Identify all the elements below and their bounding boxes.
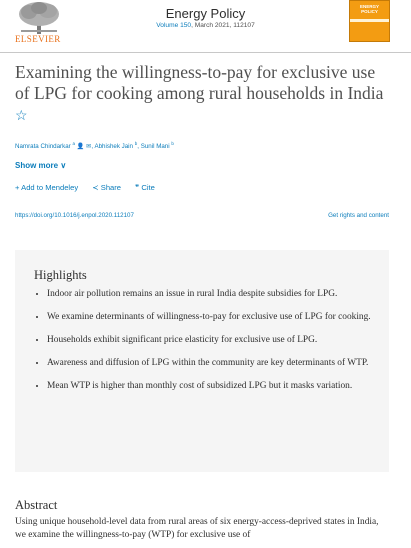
author-name: Namrata Chindarkar (15, 143, 71, 151)
author-affiliation: b (134, 141, 138, 146)
journal-header (0, 0, 411, 53)
plus-icon: + (15, 183, 20, 192)
highlights-list (34, 288, 371, 393)
person-icon: 👤 (76, 143, 85, 151)
author-affiliation: a (72, 141, 75, 146)
author-link[interactable] (94, 143, 137, 150)
share-button[interactable] (92, 183, 121, 192)
author-link[interactable] (15, 141, 94, 151)
share-icon: ≺ (92, 183, 99, 192)
highlight-item: • Indoor air pollution remains an issue in rural India despite subsidies for LPG. (47, 288, 371, 301)
cite-button[interactable] (135, 183, 155, 192)
article-title (15, 62, 385, 127)
author-link[interactable] (141, 143, 174, 150)
journal-title[interactable]: Energy Policy (165, 6, 246, 21)
article-actions (15, 183, 167, 192)
abstract-text: Using unique household-level data from rural areas of six energy-access-deprived states in India, we examine the willingness-to-pay (WTP) for exclusive use of (15, 517, 379, 540)
add-to-mendeley-button[interactable] (15, 183, 78, 192)
highlights-heading: Highlights (34, 268, 87, 282)
cover-title: ENERGY POLICY (359, 4, 379, 14)
article-title-text: Examining the willingness-to-pay for exclusive use of LPG for cooking among rural households in India (15, 62, 384, 103)
elsevier-wordmark: ELSEVIER (15, 34, 61, 44)
author-list (15, 141, 174, 150)
quote-icon: ❞ (135, 183, 140, 192)
author-separator: , (137, 143, 139, 151)
cover-band (350, 19, 389, 22)
show-more-label: Show more (15, 161, 59, 170)
highlights-box (15, 250, 389, 472)
rights-link[interactable]: Get rights and content (328, 212, 389, 219)
chevron-down-icon: ∨ (60, 161, 67, 170)
abstract-heading: Abstract (15, 498, 58, 512)
doi-link[interactable]: https://doi.org/10.1016/j.enpol.2020.112107 (15, 212, 134, 219)
highlight-item: • Mean WTP is higher than monthly cost of subsidized LPG but it masks variation. (47, 380, 371, 393)
highlight-item: • Households exhibit significant price elasticity for exclusive use of LPG. (47, 334, 371, 347)
article-links (15, 212, 389, 219)
author-name: Sunil Mani (140, 143, 170, 151)
show-more-button[interactable] (15, 161, 66, 170)
mail-icon[interactable]: ✉ (86, 143, 92, 151)
mendeley-label: Add to Mendeley (21, 183, 79, 192)
author-affiliation: b (171, 141, 174, 146)
highlight-item: • We examine determinants of willingness-to-pay for exclusive use of LPG for cooking. (47, 311, 371, 324)
star-icon[interactable]: ☆ (15, 109, 28, 124)
author-separator: , (91, 143, 94, 151)
author-name: Abhishek Jain (94, 143, 133, 151)
issue-date: , March 2021, 112107 (191, 22, 255, 29)
cite-label: Cite (141, 183, 155, 192)
journal-cover-thumbnail[interactable] (349, 0, 390, 42)
highlight-item: • Awareness and diffusion of LPG within the community are key determinants of WTP. (47, 357, 371, 370)
share-label: Share (100, 183, 122, 192)
volume-link[interactable]: Volume 150 (156, 22, 192, 29)
